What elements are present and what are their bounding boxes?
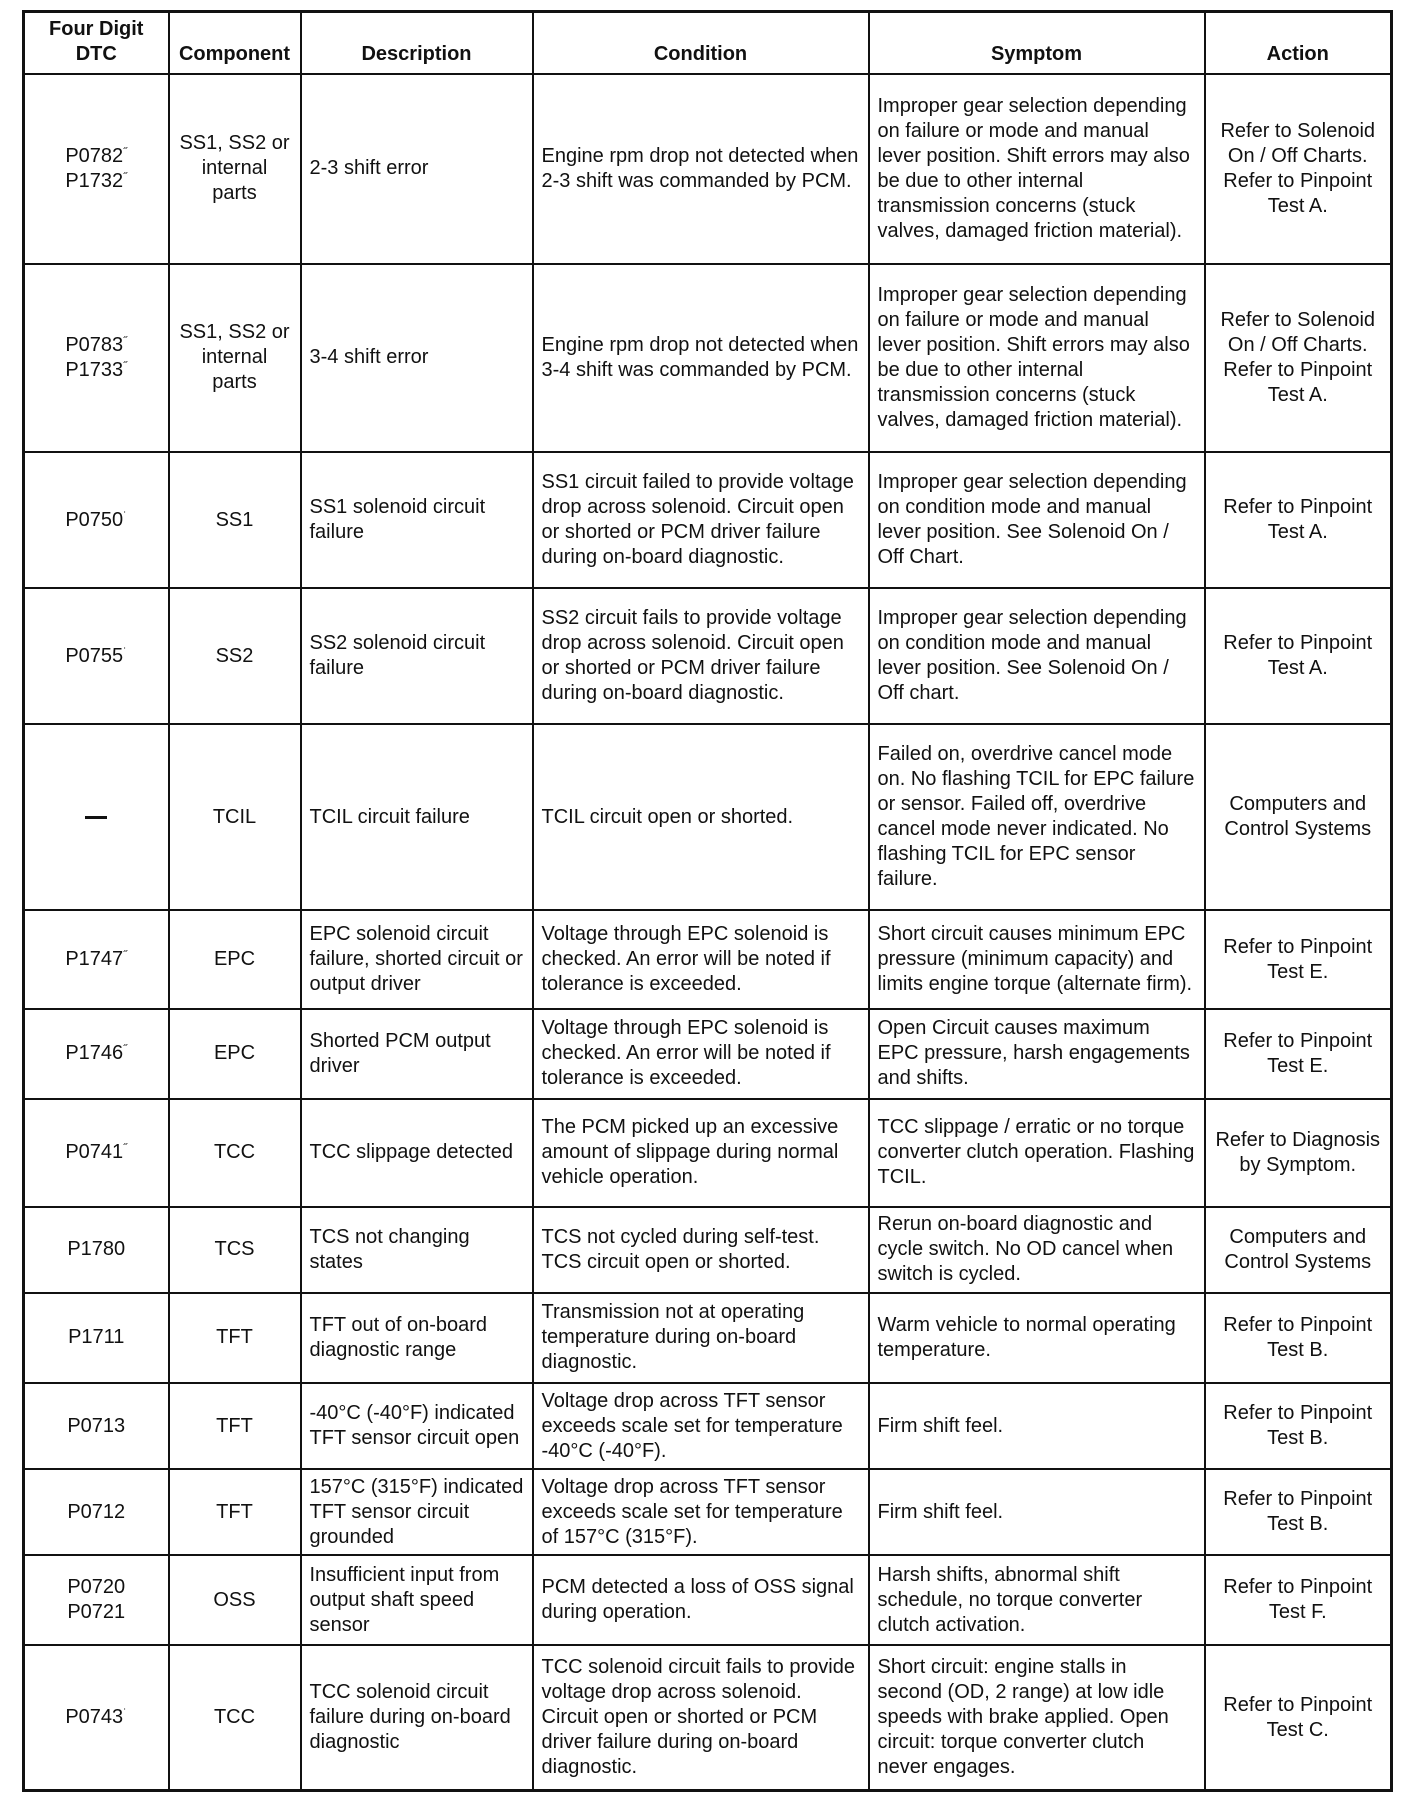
condition-cell: Engine rpm drop not detected when 2-3 shift was commanded by PCM. <box>533 74 869 264</box>
description-cell: EPC solenoid circuit failure, shorted circuit or output driver <box>301 910 533 1008</box>
symptom-cell: Improper gear selection depending on failure or mode and manual lever position. Shift errors may also be due to other internal transmission concerns (stuck valves, damaged friction material). <box>869 264 1205 452</box>
header-row <box>24 12 1392 74</box>
dtc-code-line <box>33 508 160 533</box>
header-dtc: Four Digit DTC <box>24 12 169 74</box>
symptom-cell: Short circuit: engine stalls in second (OD, 2 range) at low idle speeds with brake applied. Open circuit: torque converter clutch never engages. <box>869 1645 1205 1790</box>
dtc-code-line <box>33 144 160 169</box>
table-row <box>24 1099 1392 1207</box>
component-cell: TFT <box>169 1469 301 1555</box>
symptom-cell: Open Circuit causes maximum EPC pressure, harsh engagements and shifts. <box>869 1009 1205 1099</box>
condition-cell: Voltage drop across TFT sensor exceeds scale set for temperature of 157°C (315°F). <box>533 1469 869 1555</box>
action-cell: Refer to Pinpoint Test F. <box>1205 1555 1392 1645</box>
description-cell: 3-4 shift error <box>301 264 533 452</box>
dtc-code-line <box>33 1600 160 1625</box>
action-cell: Refer to Pinpoint Test B. <box>1205 1293 1392 1383</box>
description-cell: TCC solenoid circuit failure during on-board diagnostic <box>301 1645 533 1790</box>
table-row <box>24 1555 1392 1645</box>
table-row <box>24 1383 1392 1469</box>
description-cell: TCS not changing states <box>301 1207 533 1293</box>
dtc-code: P0755 <box>65 644 124 667</box>
description-cell: SS1 solenoid circuit failure <box>301 452 533 588</box>
dtc-cell <box>24 264 169 452</box>
component-cell: TCC <box>169 1099 301 1207</box>
description-cell: -40°C (-40°F) indicated TFT sensor circuit open <box>301 1383 533 1469</box>
condition-cell: SS1 circuit failed to provide voltage drop across solenoid. Circuit open or shorted or PCM driver failure during on-board diagnostic. <box>533 452 869 588</box>
dtc-code-line <box>33 644 160 669</box>
table-row <box>24 1293 1392 1383</box>
dtc-cell <box>24 1207 169 1293</box>
condition-cell: SS2 circuit fails to provide voltage drop across solenoid. Circuit open or shorted or PCM driver failure during on-board diagnostic. <box>533 588 869 724</box>
component-cell: TFT <box>169 1383 301 1469</box>
condition-cell: Voltage through EPC solenoid is checked. An error will be noted if tolerance is exceeded. <box>533 1009 869 1099</box>
dtc-code: P0750 <box>65 508 124 531</box>
dtc-cell <box>24 74 169 264</box>
dtc-code: P0783 <box>65 333 124 356</box>
table-row <box>24 588 1392 724</box>
dtc-footnote-mark: ˝ <box>123 1042 128 1057</box>
description-cell: TFT out of on-board diagnostic range <box>301 1293 533 1383</box>
dtc-footnote-mark: ˝ <box>123 358 128 373</box>
action-cell: Refer to Pinpoint Test C. <box>1205 1645 1392 1790</box>
dtc-code: P1747 <box>65 948 124 970</box>
dtc-cell <box>24 1469 169 1555</box>
dtc-cell <box>24 1009 169 1099</box>
action-cell: Computers and Control Systems <box>1205 724 1392 910</box>
symptom-cell: Failed on, overdrive cancel mode on. No flashing TCIL for EPC failure or sensor. Failed off, overdrive cancel mode never indicated. No flashing TCIL for EPC sensor failure. <box>869 724 1205 910</box>
dtc-cell <box>24 910 169 1008</box>
condition-cell: TCS not cycled during self-test. TCS circuit open or shorted. <box>533 1207 869 1293</box>
symptom-cell: Harsh shifts, abnormal shift schedule, no torque converter clutch activation. <box>869 1555 1205 1645</box>
action-cell: Refer to Diagnosis by Symptom. <box>1205 1099 1392 1207</box>
symptom-cell: Firm shift feel. <box>869 1469 1205 1555</box>
dtc-footnote-mark: ˙ <box>123 508 128 523</box>
dtc-code: P0712 <box>67 1500 126 1523</box>
dtc-code-line <box>33 1705 160 1730</box>
table-row <box>24 74 1392 264</box>
table-row <box>24 1645 1392 1790</box>
component-cell: TFT <box>169 1293 301 1383</box>
header-symptom: Symptom <box>869 12 1205 74</box>
action-cell: Refer to Solenoid On / Off Charts. Refer to Pinpoint Test A. <box>1205 74 1392 264</box>
component-cell: SS1, SS2 or internal parts <box>169 264 301 452</box>
header-condition: Condition <box>533 12 869 74</box>
action-cell: Refer to Pinpoint Test B. <box>1205 1469 1392 1555</box>
dtc-code: P1780 <box>67 1238 126 1261</box>
table-row <box>24 1009 1392 1099</box>
header-description: Description <box>301 12 533 74</box>
table-row <box>24 1207 1392 1293</box>
table-row <box>24 264 1392 452</box>
header-action: Action <box>1205 12 1392 74</box>
dtc-code: P0721 <box>67 1601 126 1624</box>
dtc-code-line <box>33 1237 160 1262</box>
dtc-code-line <box>33 358 160 383</box>
dtc-code-line <box>33 1575 160 1600</box>
condition-cell: TCC solenoid circuit fails to provide voltage drop across solenoid. Circuit open or shorted or PCM driver failure during on-board diagnostic. <box>533 1645 869 1790</box>
symptom-cell: Rerun on-board diagnostic and cycle switch. No OD cancel when switch is cycled. <box>869 1207 1205 1293</box>
table-row <box>24 910 1392 1008</box>
component-cell: TCC <box>169 1645 301 1790</box>
dtc-cell <box>24 1293 169 1383</box>
condition-cell: PCM detected a loss of OSS signal during operation. <box>533 1555 869 1645</box>
condition-cell: Engine rpm drop not detected when 3-4 shift was commanded by PCM. <box>533 264 869 452</box>
condition-cell: The PCM picked up an excessive amount of slippage during normal vehicle operation. <box>533 1099 869 1207</box>
symptom-cell: Improper gear selection depending on failure or mode and manual lever position. Shift errors may also be due to other internal transmission concerns (stuck valves, damaged friction material). <box>869 74 1205 264</box>
dtc-code: P1746 <box>65 1042 124 1065</box>
dtc-code: P1733 <box>65 358 124 381</box>
dtc-footnote-mark: ˝ <box>123 169 128 184</box>
component-cell: EPC <box>169 1009 301 1099</box>
component-cell: EPC <box>169 910 301 1008</box>
action-cell: Refer to Pinpoint Test A. <box>1205 588 1392 724</box>
component-cell: SS2 <box>169 588 301 724</box>
dtc-code-line <box>33 1500 160 1525</box>
action-cell: Refer to Pinpoint Test E. <box>1205 1009 1392 1099</box>
table-row <box>24 1469 1392 1555</box>
condition-cell: Voltage drop across TFT sensor exceeds scale set for temperature -40°C (-40°F). <box>533 1383 869 1469</box>
description-cell: TCC slippage detected <box>301 1099 533 1207</box>
dtc-code: P1732 <box>65 169 124 192</box>
description-cell: Insufficient input from output shaft speed sensor <box>301 1555 533 1645</box>
dtc-code-line <box>33 947 160 972</box>
dtc-footnote-mark: ˝ <box>123 1141 128 1156</box>
dtc-code-line <box>33 1325 160 1350</box>
table-row <box>24 724 1392 910</box>
table-body <box>24 74 1392 1791</box>
description-cell: 157°C (315°F) indicated TFT sensor circuit grounded <box>301 1469 533 1555</box>
condition-cell: Voltage through EPC solenoid is checked. An error will be noted if tolerance is exceeded. <box>533 910 869 1008</box>
header-component: Component <box>169 12 301 74</box>
dtc-code-line <box>33 1140 160 1165</box>
symptom-cell: Firm shift feel. <box>869 1383 1205 1469</box>
action-cell: Refer to Pinpoint Test A. <box>1205 452 1392 588</box>
symptom-cell: TCC slippage / erratic or no torque converter clutch operation. Flashing TCIL. <box>869 1099 1205 1207</box>
dtc-code-line <box>33 333 160 358</box>
dtc-code-line <box>33 1414 160 1439</box>
condition-cell: Transmission not at operating temperature during on-board diagnostic. <box>533 1293 869 1383</box>
component-cell: OSS <box>169 1555 301 1645</box>
dtc-cell <box>24 588 169 724</box>
dash-icon <box>85 816 107 819</box>
dtc-cell <box>24 1383 169 1469</box>
component-cell: SS1 <box>169 452 301 588</box>
action-cell: Computers and Control Systems <box>1205 1207 1392 1293</box>
dtc-code: P1711 <box>68 1326 125 1349</box>
description-cell: SS2 solenoid circuit failure <box>301 588 533 724</box>
dtc-code: P0743 <box>65 1706 124 1729</box>
description-cell: 2-3 shift error <box>301 74 533 264</box>
dtc-code-line <box>33 169 160 194</box>
action-cell: Refer to Pinpoint Test E. <box>1205 910 1392 1008</box>
symptom-cell: Improper gear selection depending on condition mode and manual lever position. See Solenoid On / Off chart. <box>869 588 1205 724</box>
dtc-footnote-mark: ˙ <box>123 1706 128 1721</box>
description-cell: Shorted PCM output driver <box>301 1009 533 1099</box>
component-cell: TCIL <box>169 724 301 910</box>
action-cell: Refer to Solenoid On / Off Charts. Refer to Pinpoint Test A. <box>1205 264 1392 452</box>
dtc-footnote-mark: ˝ <box>123 333 128 348</box>
table-row <box>24 452 1392 588</box>
condition-cell: TCIL circuit open or shorted. <box>533 724 869 910</box>
description-cell: TCIL circuit failure <box>301 724 533 910</box>
symptom-cell: Short circuit causes minimum EPC pressure (minimum capacity) and limits engine torque (alternate firm). <box>869 910 1205 1008</box>
symptom-cell: Warm vehicle to normal operating temperature. <box>869 1293 1205 1383</box>
dtc-cell <box>24 1099 169 1207</box>
dtc-code: P0720 <box>67 1576 126 1599</box>
action-cell: Refer to Pinpoint Test B. <box>1205 1383 1392 1469</box>
dtc-cell <box>24 1555 169 1645</box>
dtc-code: P0741 <box>65 1141 124 1164</box>
symptom-cell: Improper gear selection depending on condition mode and manual lever position. See Solenoid On / Off Chart. <box>869 452 1205 588</box>
dtc-cell <box>24 724 169 910</box>
dtc-cell <box>24 1645 169 1790</box>
component-cell: SS1, SS2 or internal parts <box>169 74 301 264</box>
dtc-cell <box>24 452 169 588</box>
component-cell: TCS <box>169 1207 301 1293</box>
dtc-code: P0713 <box>67 1414 126 1437</box>
dtc-footnote-mark: ˝ <box>123 144 128 159</box>
dtc-table <box>22 10 1393 1792</box>
dtc-footnote-mark: ˝ <box>123 948 128 962</box>
dtc-code-line <box>33 1041 160 1066</box>
dtc-code: P0782 <box>65 144 124 167</box>
dtc-footnote-mark: ˙ <box>123 644 128 659</box>
